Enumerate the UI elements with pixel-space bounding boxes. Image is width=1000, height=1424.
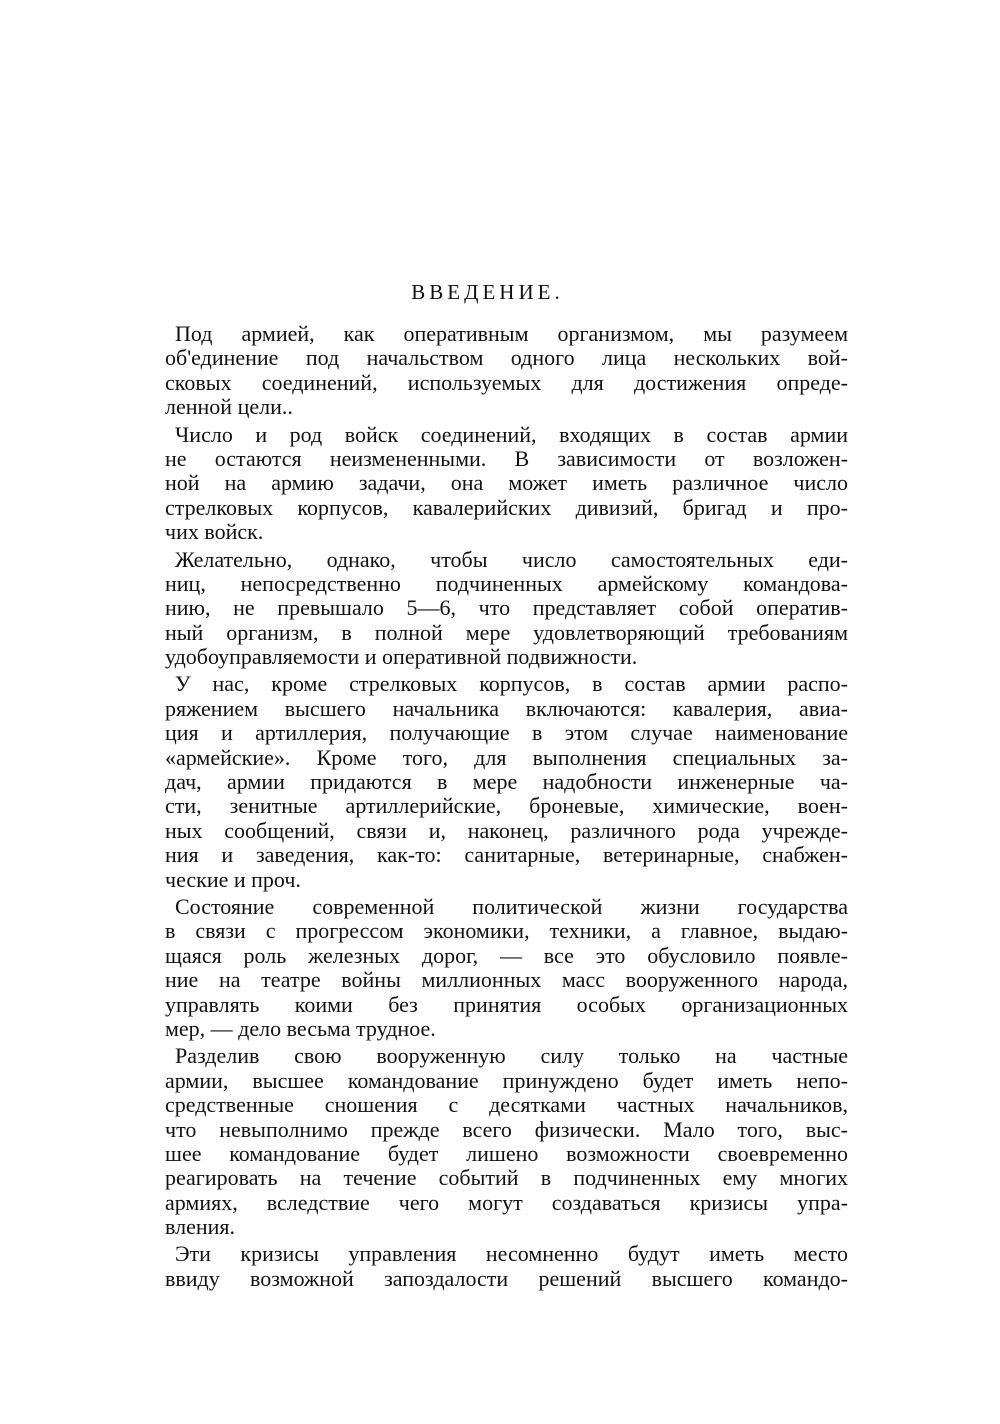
text-line: У нас, кроме стрелковых корпусов, в состав армии распо- [175,671,848,697]
paragraph [165,1242,848,1291]
text-line: Состояние современной политической жизни государства [175,893,848,919]
paragraph [165,423,848,545]
text-line: стрелковых корпусов, кавалерийских дивизий, бригад и про- [165,494,848,520]
text-line: армиях, вследствие чего могут создаваться кризисы упра- [165,1189,848,1215]
text-line: «армейские». Кроме того, для выполнения специальных за- [165,744,848,770]
text-line: ция и артиллерия, получающие в этом случае наименование [165,720,848,746]
text-line: ниц, непосредственно подчиненных армейскому командова- [165,570,848,596]
text-line: сти, зенитные артиллерийские, броневые, химические, воен- [165,793,848,819]
text-line: ленной цели.. [165,394,293,420]
text-line: армии, высшее командование принуждено будет иметь непо- [165,1067,848,1093]
paragraph [165,548,848,670]
text-line: ной на армию задачи, она может иметь различное число [165,470,848,496]
text-line: мер, — дело весьма трудное. [165,1015,436,1041]
text-line: щаяся роль железных дорог, — все это обусловило появле- [165,942,848,968]
text-line: средственные сношения с десятками частных начальников, [165,1092,848,1118]
text-line: реагировать на течение событий в подчиненных ему многих [165,1165,848,1191]
text-line: удобоуправляемости и оперативной подвижности. [165,644,638,670]
text-line: ческие и проч. [165,866,301,892]
text-line: Число и род войск соединений, входящих в состав армии [175,421,848,447]
text-line: Эти кризисы управления несомненно будут иметь место [175,1241,848,1267]
text-line: ряжением высшего начальника включаются: кавалерия, авиа- [165,695,848,721]
text-line: Под армией, как оперативным организмом, мы разумеем [175,321,848,346]
text-line: ных сообщений, связи и, наконец, различного рода учрежде- [165,817,848,843]
text-line: в связи с прогрессом экономики, техники, а главное, выдаю- [165,918,848,944]
paragraph [165,1044,848,1239]
paragraph [165,895,848,1041]
text-line: сковых соединений, используемых для достижения опреде- [165,369,848,395]
paragraph [165,672,848,892]
text-line: Желательно, однако, чтобы число самостоятельных еди- [175,546,848,572]
chapter-title: ВВЕДЕНИЕ. [411,280,564,304]
text-line: дач, армии придаются в мере надобности инженерные ча- [165,769,848,795]
text-line: чих войск. [165,519,264,545]
text-line: вления. [165,1214,236,1240]
text-line: ние на театре войны миллионных масс вооруженного народа, [165,967,848,993]
text-line: не остаются неизмененными. В зависимости от возложен- [165,445,848,471]
paragraph [165,322,848,420]
text-line: нию, не превышало 5—6, что представляет собой оператив- [165,595,848,621]
text-line: управлять коими без принятия особых организационных [165,991,848,1017]
text-line: ный организм, в полной мере удовлетворяющий требованиям [165,619,848,645]
text-line: что невыполнимо прежде всего физически. Мало того, выс- [165,1116,848,1142]
document-body [165,322,848,1294]
text-line: об'единение под начальством одного лица нескольких вой- [165,345,848,371]
text-line: ввиду возможной запоздалости решений высшего командо- [165,1265,848,1291]
text-line: Разделив свою вооруженную силу только на частные [175,1043,848,1069]
text-line: ния и заведения, как-то: санитарные, ветеринарные, снабжен- [165,842,848,868]
text-line: шее командование будет лишено возможности своевременно [165,1140,848,1166]
